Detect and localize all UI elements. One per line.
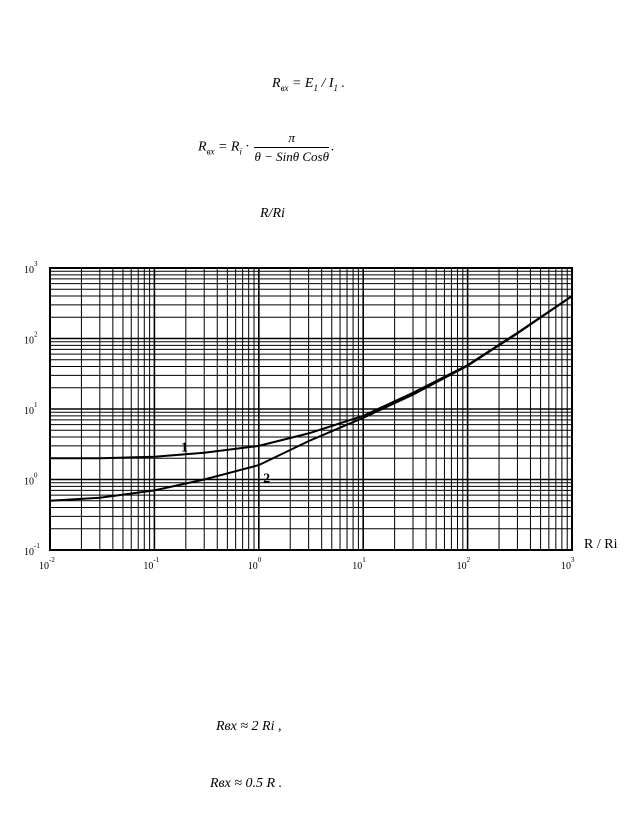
chart-curves (50, 296, 572, 501)
x-tick-exponent: -2 (49, 556, 55, 564)
x-tick-exponent: 3 (571, 556, 575, 564)
approximation-1: Rвх ≈ 2 Ri , (216, 719, 282, 734)
y-tick-label: 10 (24, 335, 34, 347)
approximation-2: Rвх ≈ 0.5 R . (210, 776, 283, 791)
x-tick-label: 10 (247, 561, 258, 572)
log-log-chart (0, 255, 642, 585)
x-tick-exponent: 2 (466, 556, 471, 564)
y-tick-exponent: 1 (34, 401, 38, 409)
y-axis-caption: R/Ri (260, 206, 285, 221)
y-tick-exponent: -1 (34, 542, 40, 550)
fraction: $\frac{\pi}{\text{θ − Sinθ Cosθ}}$ (254, 130, 330, 164)
chart-grid (50, 268, 572, 550)
y-tick-label: 10 (24, 476, 34, 488)
curve-1 (50, 296, 572, 458)
x-tick-label: 10 (352, 561, 363, 572)
curve-label-1: 1 (181, 440, 189, 456)
x-tick-exponent: -1 (153, 556, 160, 564)
x-tick-label: 10 (143, 561, 154, 572)
y-tick-label: 10 (24, 547, 34, 558)
x-tick-label: 10 (561, 561, 571, 572)
x-tick-exponent: 1 (362, 556, 366, 564)
y-tick-label: 10 (24, 406, 34, 417)
curve-label-2: 2 (263, 471, 271, 487)
y-tick-exponent: 2 (34, 330, 38, 339)
y-tick-exponent: 3 (34, 260, 38, 268)
y-tick-label: 10 (24, 265, 34, 276)
equation-input-resistance-1: $R_{вх} = E_1 / I_1$ . (272, 76, 346, 93)
x-tick-label: 10 (456, 561, 467, 572)
y-tick-exponent: 0 (34, 471, 38, 480)
equation-input-resistance-2: $R_{вх} = R_i$ · $\frac{\pi}{\text{θ − Sinθ Cosθ}}$ . (198, 130, 335, 164)
x-tick-label: 10 (39, 561, 49, 572)
x-tick-exponent: 0 (257, 556, 262, 564)
curve-2 (50, 296, 572, 501)
x-axis-label: R / Ri (584, 537, 618, 552)
